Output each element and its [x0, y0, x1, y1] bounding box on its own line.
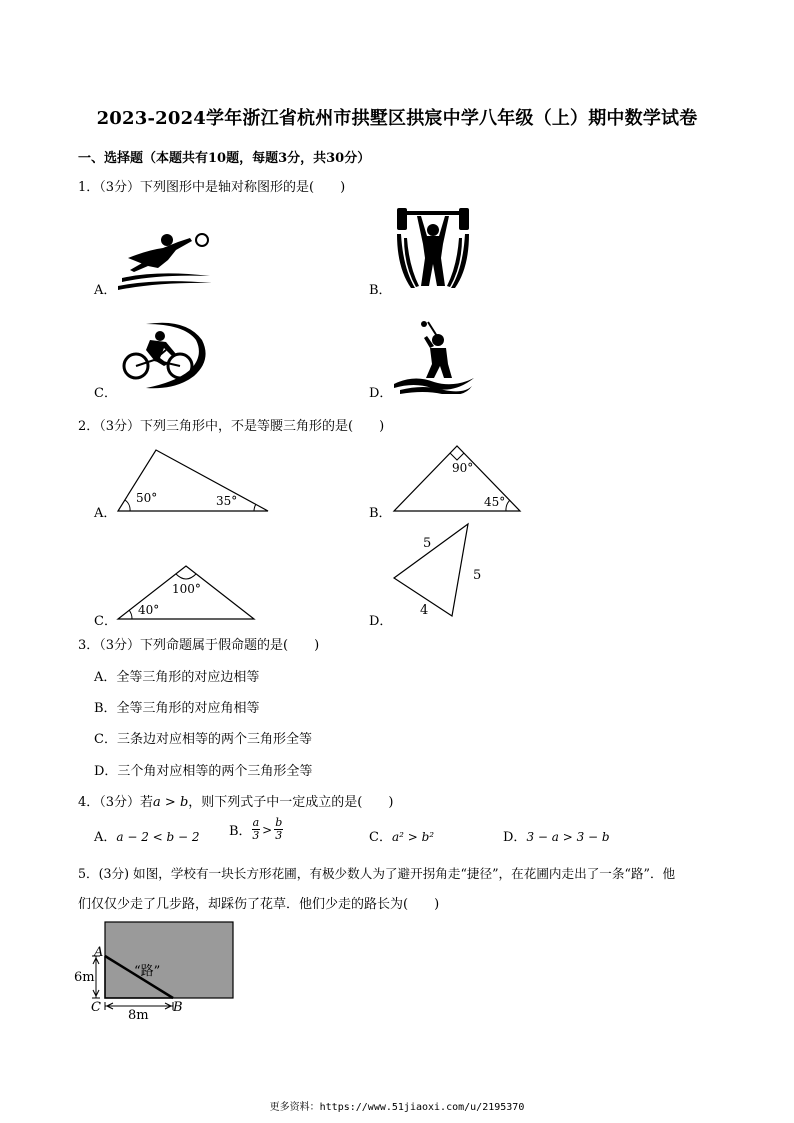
question-5-line-2: 们仅仅少走了几步路，却踩伤了花草．他们少走的路长为( )	[78, 897, 440, 912]
frac-num-b: b	[275, 816, 283, 829]
q4-stem-post: ，则下列式子中一定成立的是( )	[188, 795, 394, 810]
question-2-stem: 2．（3分）下列三角形中，不是等腰三角形的是( )	[78, 419, 385, 434]
path-label: “路”	[134, 964, 161, 979]
point-a-label: A	[94, 945, 104, 960]
q4-option-a-label: A．	[94, 830, 117, 845]
q4-option-d	[503, 826, 610, 845]
frac-den-3a: 3	[252, 829, 260, 842]
section-heading: 一、选择题（本题共有10题，每题3分，共30分）	[78, 151, 371, 166]
q4-option-b-op: >	[262, 822, 273, 837]
page-title: 2023-2024学年浙江省杭州市拱墅区拱宸中学八年级（上）期中数学试卷	[96, 108, 698, 129]
question-3-stem: 3．（3分）下列命题属于假命题的是( )	[78, 638, 320, 653]
angle-90: 90°	[452, 461, 474, 475]
side-5-right: 5	[473, 568, 482, 583]
q4-option-b-label: B．	[229, 824, 252, 839]
frac-num-a: a	[252, 816, 260, 829]
q4-option-c	[369, 826, 434, 845]
q4-option-d-label: D．	[503, 830, 527, 845]
side-8m-label: 8m	[128, 1008, 149, 1023]
fraction-a-over-3	[252, 817, 261, 842]
point-b-label: B	[173, 1000, 183, 1015]
q3-option-b: B．全等三角形的对应角相等	[94, 701, 260, 716]
q2-option-c-label: C．	[94, 614, 117, 629]
q1-option-b-label: B．	[369, 283, 392, 298]
q4-option-a	[94, 826, 200, 845]
side-6m-label: 6m	[74, 970, 95, 985]
q2-option-d-label: D．	[369, 614, 393, 629]
point-c-label: C	[91, 1000, 101, 1015]
q3-option-d: D．三个角对应相等的两个三角形全等	[94, 764, 313, 779]
volleyball-icon	[118, 228, 213, 290]
frac-den-3b: 3	[275, 829, 283, 842]
angle-50: 50°	[136, 491, 158, 505]
garden-rectangle	[105, 922, 233, 998]
q1-option-d-label: D．	[369, 386, 393, 401]
q3-option-c: C．三条边对应相等的两个三角形全等	[94, 732, 312, 747]
q4-option-c-label: C．	[369, 830, 392, 845]
q2-option-b-label: B．	[369, 506, 392, 521]
angle-40: 40°	[138, 603, 160, 617]
q2-option-a-label: A．	[94, 506, 117, 521]
triangle-d	[392, 522, 472, 618]
q3-option-a: A．全等三角形的对应边相等	[94, 670, 260, 685]
q4-option-a-expr: a − 2 < b − 2	[116, 830, 200, 844]
q1-option-c-label: C．	[94, 386, 117, 401]
weightlifting-icon	[393, 208, 473, 290]
golf-icon	[394, 318, 474, 394]
side-4: 4	[420, 603, 429, 618]
q4-option-c-expr: a² > b²	[391, 830, 435, 844]
side-5-left: 5	[423, 536, 432, 551]
angle-45: 45°	[484, 495, 506, 509]
q4-stem-pre: 4．（3分）若	[78, 795, 154, 810]
question-4-stem	[78, 791, 393, 810]
question-5-line-1: 5．(3分) 如图，学校有一块长方形花圃，有极少数人为了避开拐角走“捷径”，在花圃内走出了一条“路”．他	[78, 866, 676, 881]
q4-stem-expr: a > b	[153, 795, 189, 810]
cycling-icon	[116, 320, 208, 392]
angle-100: 100°	[172, 582, 201, 596]
question-1-stem: 1．（3分）下列图形中是轴对称图形的是( )	[78, 180, 346, 195]
fraction-b-over-3	[274, 817, 283, 842]
angle-35: 35°	[216, 494, 238, 508]
q4-option-b	[229, 817, 283, 842]
q1-option-a-label: A．	[94, 283, 117, 298]
footer-link[interactable]: 更多资料：https://www.51jiaoxi.com/u/2195370	[269, 1102, 525, 1113]
q4-option-d-expr: 3 − a > 3 − b	[526, 830, 610, 844]
